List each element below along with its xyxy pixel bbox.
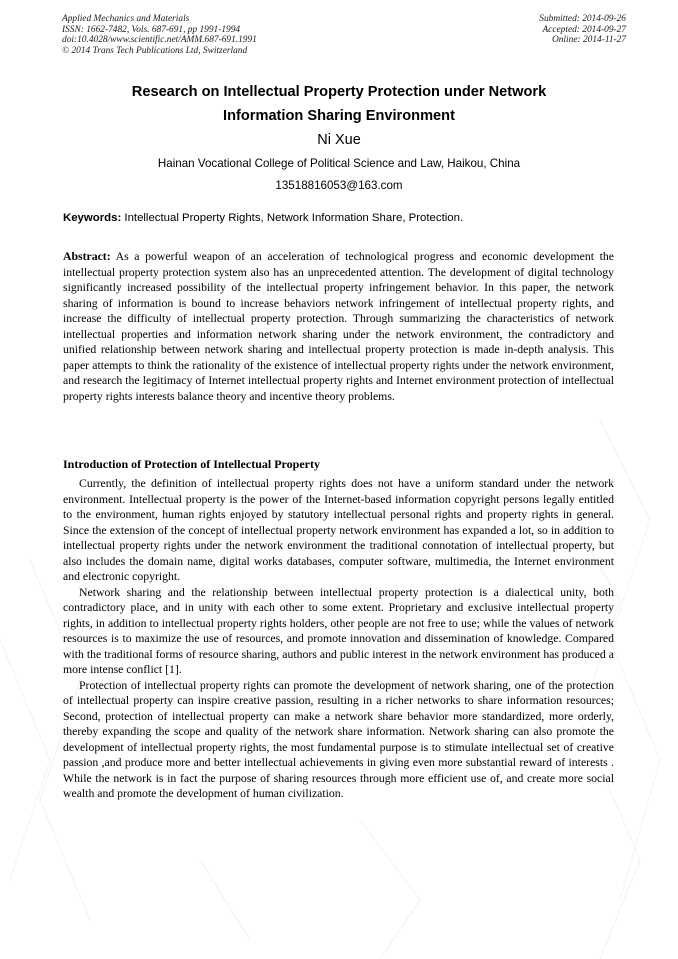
abstract-label: Abstract: [63, 250, 111, 263]
body-paragraph: Currently, the definition of intellectual property rights does not have a uniform standard under the network environment. Intellectual property is the power of the Internet-based information copyright persons legally entitled to the environment, human rights enjoyed by statutory intellectual personal rights and property rights in general. Since the extension of the concept of intellectual property network environment has expanded a lot, so in addition to intellectual property rights under the network environment the traditional connotation of intellectual property, but also includes the domain name, digital works databases, computer software, multimedia, the Internet environment and electronic copyright. [63, 477, 614, 583]
submission-dates [539, 14, 626, 46]
accepted-date: Accepted: 2014-09-27 [542, 24, 626, 35]
journal-copyright: © 2014 Trans Tech Publications Ltd, Switzerland [62, 45, 248, 56]
journal-doi[interactable]: doi:10.4028/www.scientific.net/AMM.687-691.1991 [62, 35, 257, 46]
author-affiliation: Hainan Vocational College of Political Science and Law, Haikou, China [157, 157, 521, 170]
body-paragraph: Network sharing and the relationship between intellectual property protection is a dialectical unity, both contradictory place, and in unity with each other to some extent. Proprietary and exclusive intellectual property rights, in addition to intellectual property rights holders, other people are not free to use; while the values of network resources is to maximize the use of resources, and promote innovation and dissemination of knowledge. Compared with the traditional forms of resource sharing, authors and public interest in the network environment has produced a more intense conflict [1]. [63, 585, 614, 676]
paper-title [60, 80, 618, 128]
journal-name: Applied Mechanics and Materials [62, 14, 190, 24]
section-heading: Introduction of Protection of Intellectual Property [63, 457, 320, 471]
journal-info [62, 14, 257, 56]
keywords [63, 210, 618, 226]
keywords-text: Intellectual Property Rights, Network Information Share, Protection. [121, 212, 464, 224]
author-name: Ni Xue [317, 132, 361, 148]
title-line-2: Information Sharing Environment [223, 108, 455, 124]
abstract [63, 249, 614, 404]
keywords-label: Keywords: [63, 212, 122, 224]
author-email[interactable]: 13518816053@163.com [275, 179, 403, 192]
body-paragraph: Protection of intellectual property rights can promote the development of network sharing, one of the protection of intellectual property can inspire creative passion, resulting in a richer networks to share information resources; Second, protection of intellectual property can make a network share behavior more standardized, more orderly, thereby expanding the scope and quality of the network share information. Network sharing can also promote the development of intellectual property rights, the most fundamental purpose is to stimulate intellectual set of creative passion ,and produce more and better intellectual achievements in giving even more substantial reward of interests . While the network is in fact the purpose of sharing resources through more efficient use of, and create more social wealth and promote the development of human civilization. [63, 678, 614, 800]
submitted-date: Submitted: 2014-09-26 [539, 14, 626, 24]
online-date: Online: 2014-11-27 [551, 35, 626, 46]
title-line-1: Research on Intellectual Property Protection under Network [131, 84, 547, 100]
journal-issn: ISSN: 1662-7482, Vols. 687-691, pp 1991-1994 [62, 24, 241, 35]
abstract-text: As a powerful weapon of an acceleration of technological progress and economic development the intellectual property protection system also has an unprecedented attention. The development of digital technology significantly increased possibility of the intellectual property infringement behavior. In this paper, the network sharing of information is bound to increase behaviors network infringement of intellectual property rights, and increase the difficulty of intellectual property protection. Through summarizing the characteristics of network intellectual properties and information network sharing under the network environment, the contradictory and unified relationship between network sharing and intellectual property protection is made in-depth analysis. This paper attempts to think the rationality of the existence of intellectual property rights under the network environment, and research the legitimacy of Internet intellectual property rights and Internet environment protection of intellectual property rights interests balance theory and incentive theory problems. [63, 250, 614, 403]
section-body [63, 476, 614, 802]
